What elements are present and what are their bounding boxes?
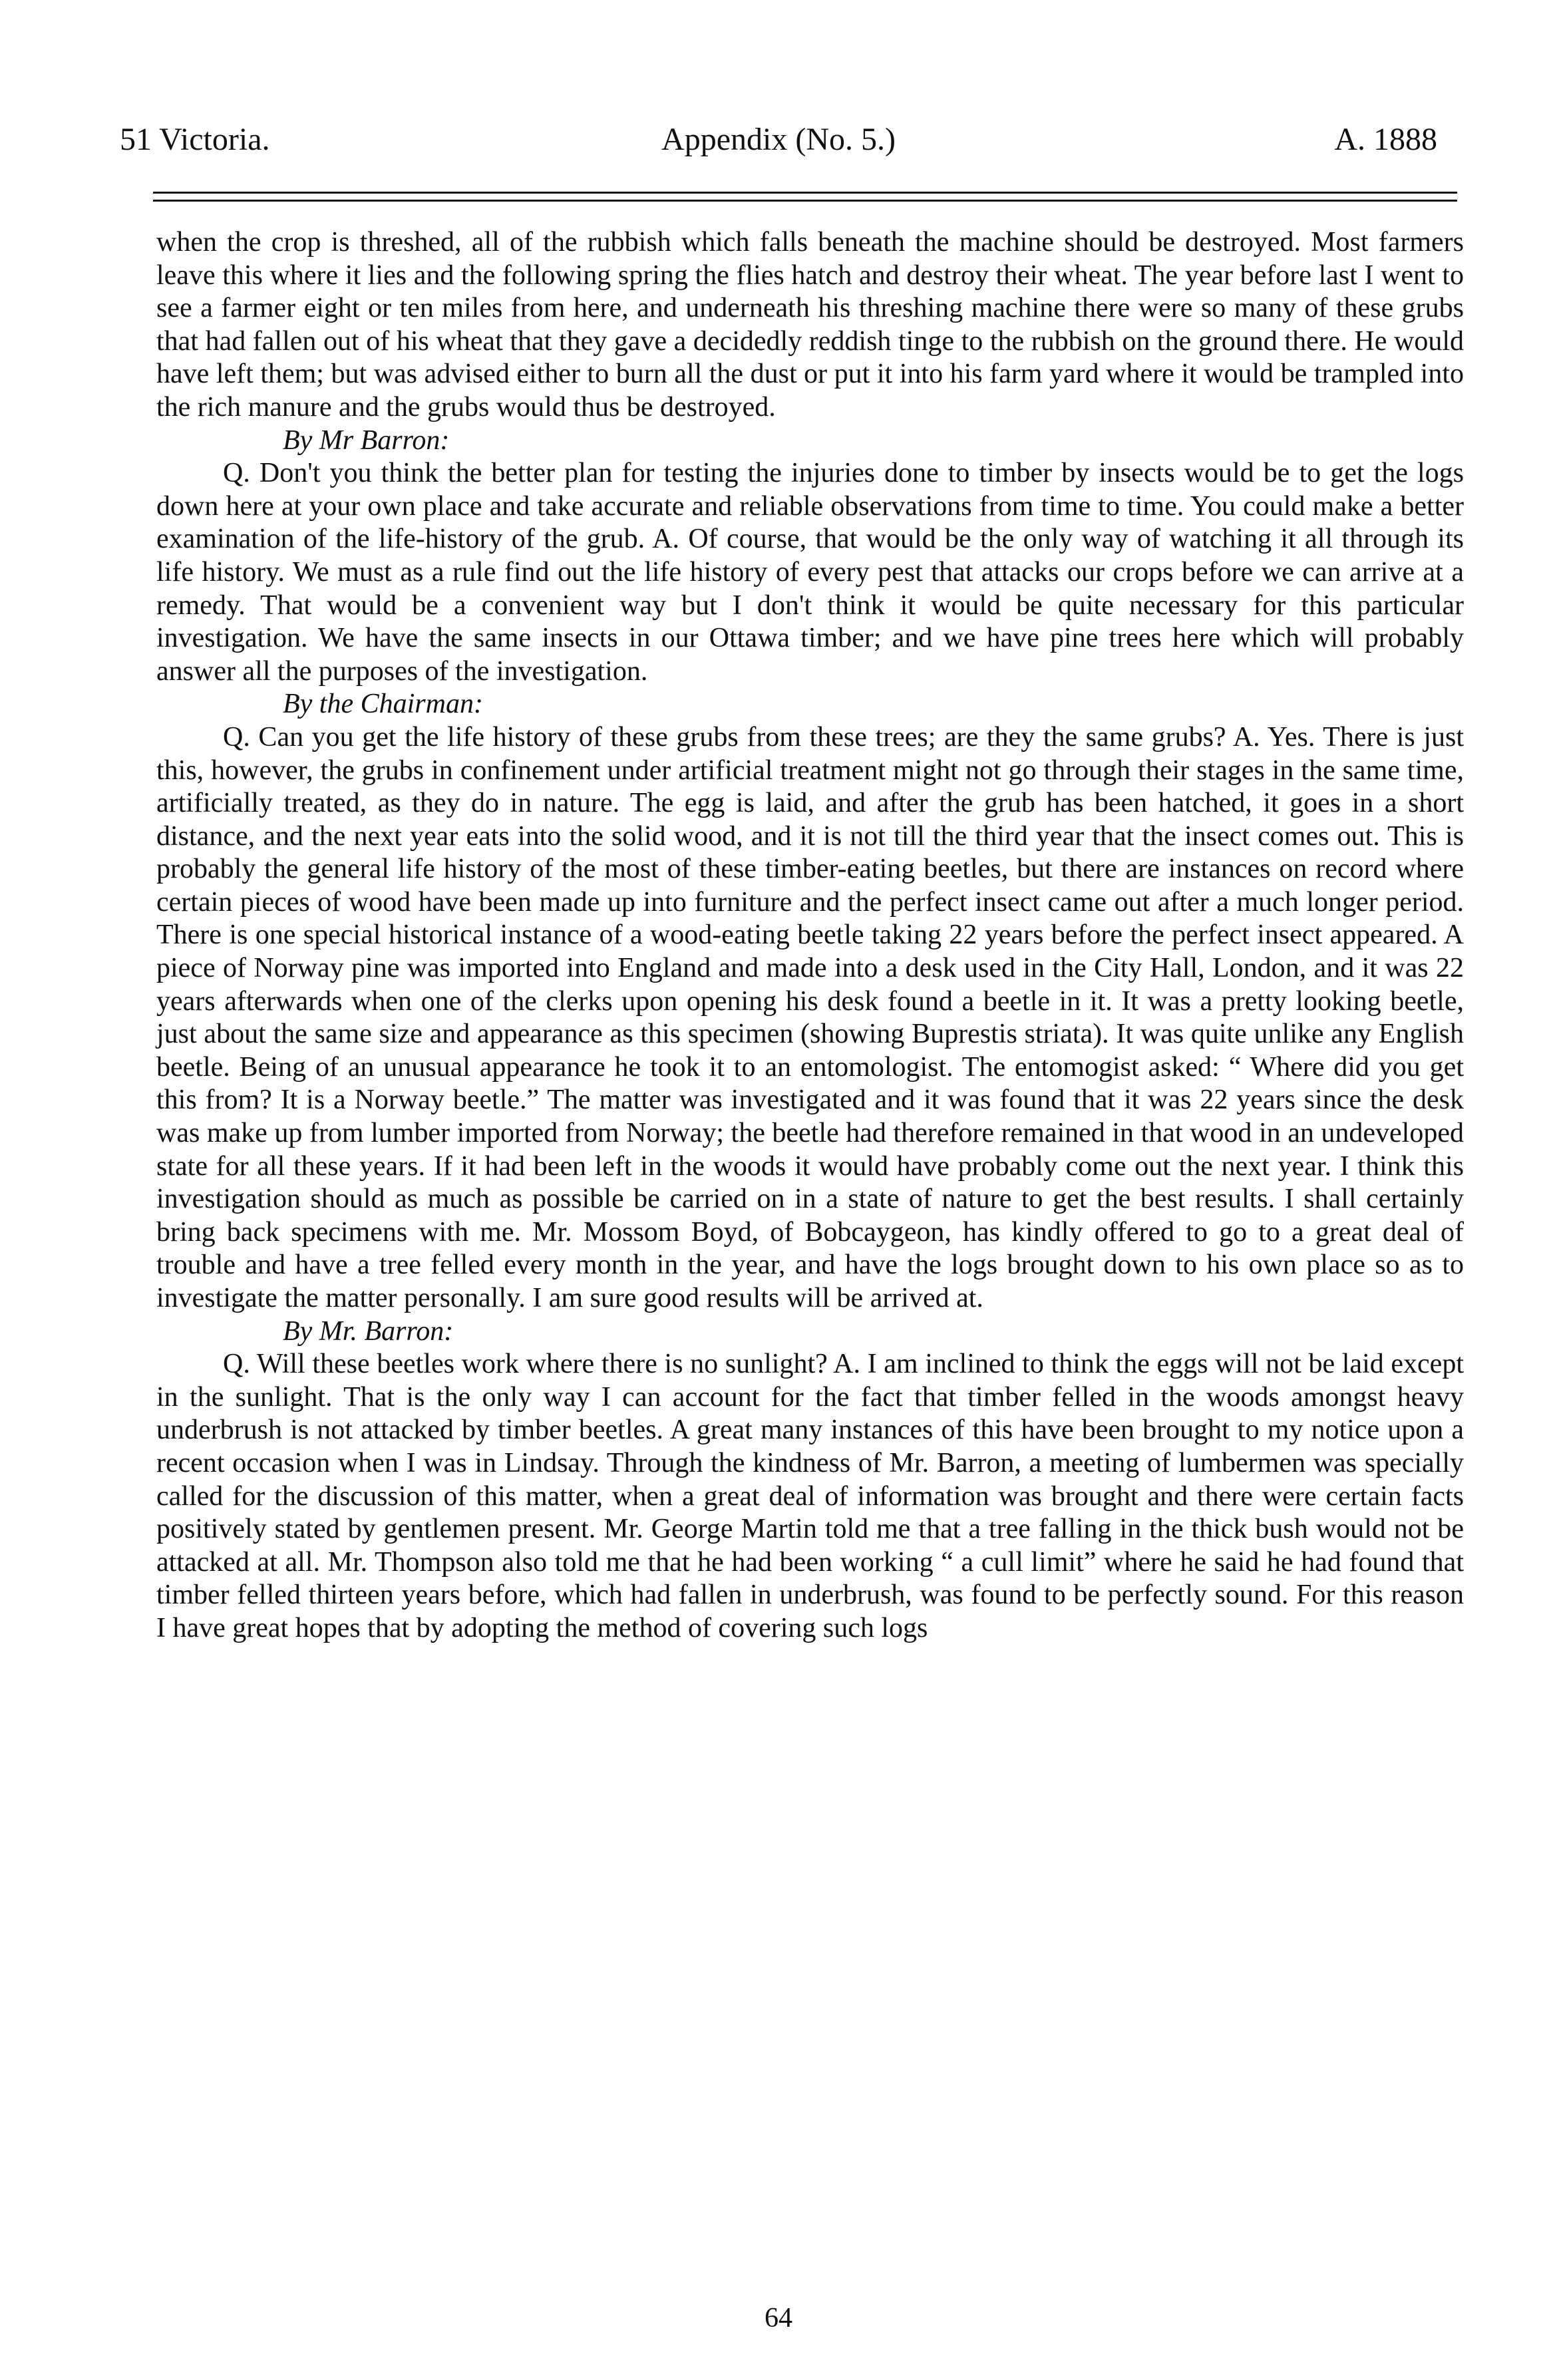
speaker-line: By Mr. Barron:: [283, 1315, 454, 1347]
header-rule-bottom: [153, 200, 1457, 202]
paragraph-intro: when the crop is threshed, all of the rubbish which falls beneath the machine should be destroyed. Most farmers leave this where it lies and the following spring the flies hatch and destroy their wheat. The year before last I went to see a farmer eight or ten miles from here, and underneath his threshing machine there were so many of these grubs that had fallen out of his wheat that they gave a decidedly reddish tinge to the rubbish on the ground there. He would have left them; but was advised either to burn all the dust or put it into his farm yard where it would be trampled into the rich manure and the grubs would thus be destroyed.: [156, 227, 1464, 423]
page-number: 64: [765, 2303, 792, 2333]
speaker-line: By the Chairman:: [283, 689, 483, 720]
paragraph-question: Q. Can you get the life history of these grubs from these trees; are they the same grubs? A. Yes. There is just this, however, the grubs in confinement under artificial treatment might not go through their stages in the same time, artificially treated, as they do in nature. The egg is laid, and after the grub has been hatched, it goes in a short distance, and the next year eats into the solid wood, and it is not till the third year that the insect comes out. This is probably the general life history of the most of these timber-eating beetles, but there are instances on record where certain pieces of wood have been made up into furniture and the perfect insect came out after a much longer period. There is one special historical instance of a wood-eating beetle taking 22 years before the perfect insect appeared. A piece of Norway pine was imported into England and made into a desk used in the City Hall, London, and it was 22 years afterwards when one of the clerks upon opening his desk found a beetle in it. It was a pretty looking beetle, just about the same size and appearance as this specimen (showing Buprestis striata). It was quite unlike any English beetle. Being of an unusual appearance he took it to an entomologist. The entomogist asked: “ Where did you get this from? It is a Norway beetle.” The matter was investigated and it was found that it was 22 years since the desk was make up from lumber imported from Norway; the beetle had therefore remained in that wood in an undeveloped state for all these years. If it had been left in the woods it would have probably come out the next year. I think this investigation should as much as possible be carried on in a state of nature to get the best results. I shall certainly bring back specimens with me. Mr. Mossom Boyd, of Bobcaygeon, has kindly offered to go to a great deal of trouble and have a tree felled every month in the year, and have the logs brought down to his own place so as to investigate the matter personally. I am sure good results will be arrived at.: [156, 721, 1464, 1313]
header-year: A. 1888: [1334, 122, 1437, 157]
body-text: [156, 226, 1464, 1645]
paragraph-question: Q. Don't you think the better plan for testing the injuries done to timber by insects would be to get the logs down here at your own place and take accurate and reliable observations from time to time. You could make a better examination of the life-history of the grub. A. Of course, that would be the only way of watching it all through its life history. We must as a rule find out the life history of every pest that attacks our crops before we can arrive at a remedy. That would be a convenient way but I don't think it would be quite necessary for this particular investigation. We have the same insects in our Ottawa timber; and we have pine trees here which will probably answer all the purposes of the investigation.: [156, 458, 1464, 687]
speaker-line: By Mr Barron:: [283, 425, 450, 456]
header-appendix: Appendix (No. 5.): [661, 122, 896, 157]
header-session: 51 Victoria.: [120, 122, 270, 157]
page-header: [120, 116, 1437, 163]
paragraph-question: Q. Will these beetles work where there is no sunlight? A. I am inclined to think the eggs will not be laid except in the sunlight. That is the only way I can account for the fact that timber felled in the woods amongst heavy underbrush is not attacked by timber beetles. A great many instances of this have been brought to my notice upon a recent occasion when I was in Lindsay. Through the kindness of Mr. Barron, a meeting of lumbermen was specially called for the discussion of this matter, when a great deal of information was brought and there were certain facts positively stated by gentlemen present. Mr. George Martin told me that a tree falling in the thick bush would not be attacked at all. Mr. Thompson also told me that he had been working “ a cull limit” where he said he had found that timber felled thirteen years before, which had fallen in underbrush, was found to be perfectly sound. For this reason I have great hopes that by adopting the method of covering such logs: [156, 1349, 1464, 1643]
header-rule-top: [153, 192, 1457, 194]
